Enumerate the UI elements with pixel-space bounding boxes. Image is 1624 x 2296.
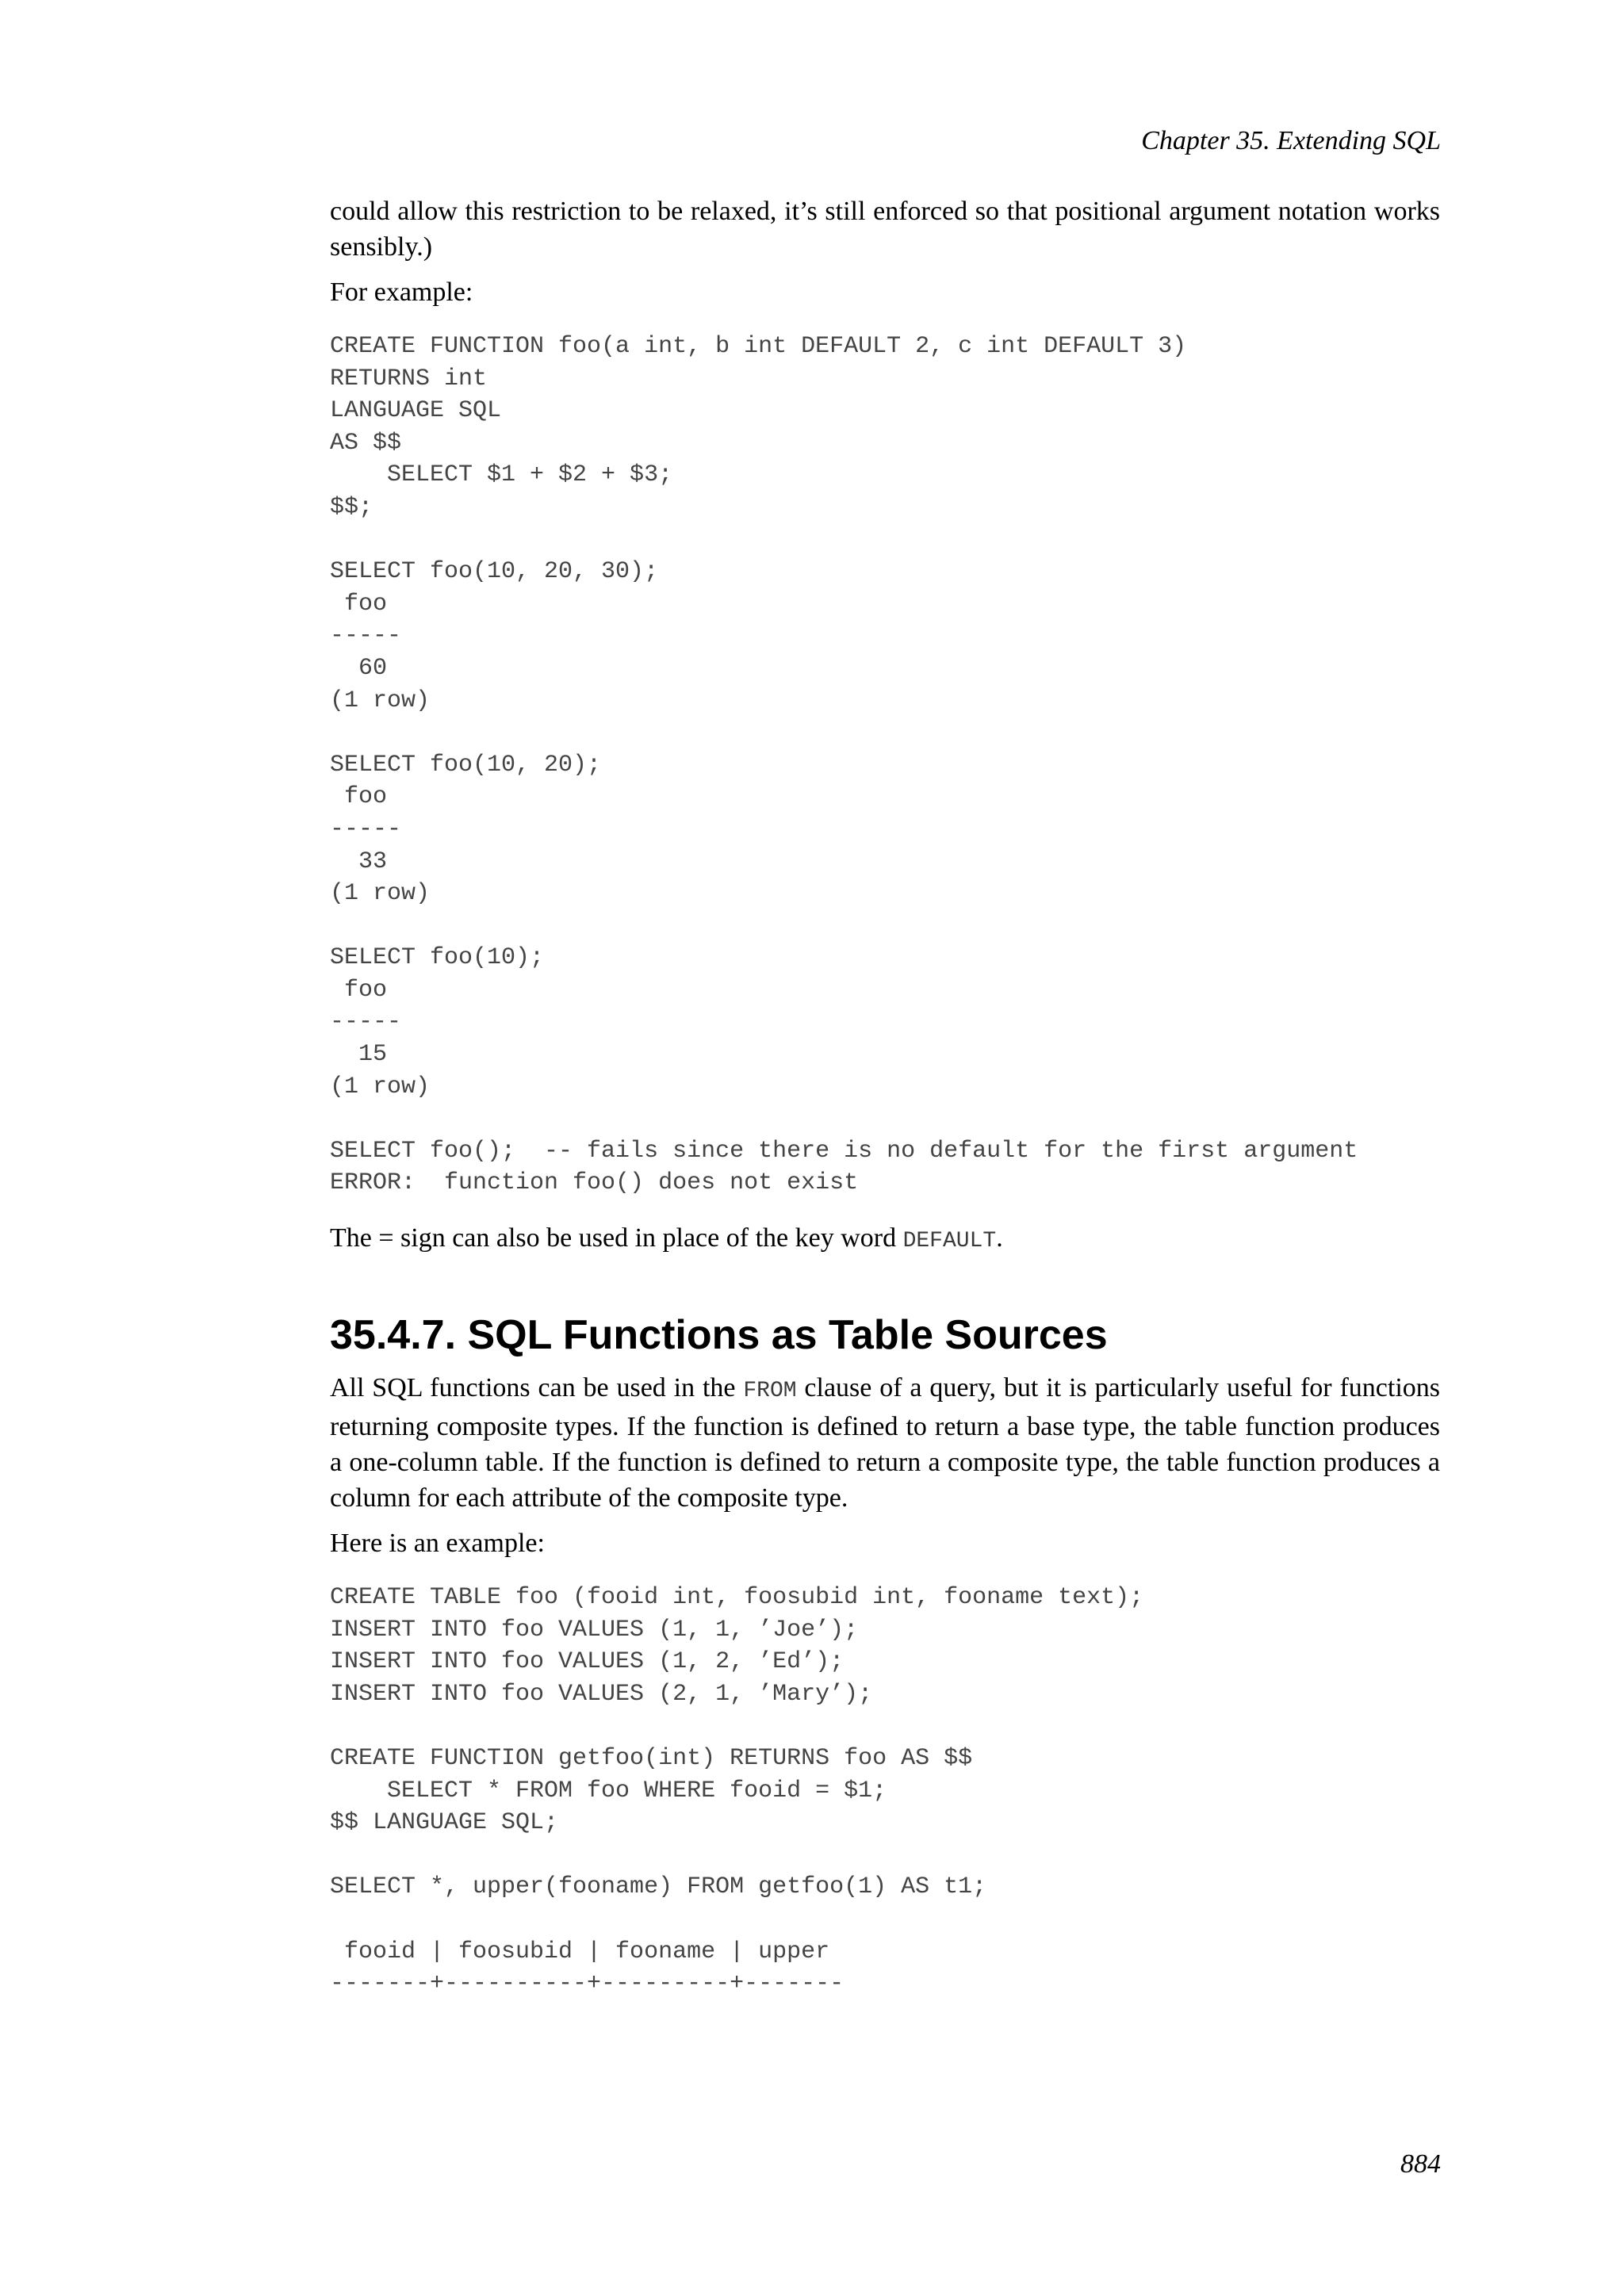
continuation-paragraph: could allow this restriction to be relaxed, it’s still enforced so that positional argument notation works sensibly.) [330,197,1440,262]
example-intro-text: Here is an example: [330,1529,545,1559]
code-line: -------+----------+---------+------- [330,1970,845,1998]
code-line: SELECT foo(); -- fails since there is no default for the first argument [330,1137,1358,1165]
code-block-default-args [330,331,1440,1200]
default-keyword: DEFAULT [902,1229,997,1254]
section-heading: 35.4.7. SQL Functions as Table Sources [330,1312,1108,1359]
code-line: foo [330,590,388,618]
code-line: ----- [330,815,402,843]
from-keyword: FROM [743,1379,797,1404]
code-line: INSERT INTO foo VALUES (1, 1, ’Joe’); [330,1616,859,1644]
equals-sign-note [330,1220,1440,1259]
code-line: 15 [330,1041,388,1069]
code-line: (1 row) [330,687,431,714]
code-line: ERROR: function foo() does not exist [330,1169,859,1197]
code-line: RETURNS int [330,365,488,392]
table-sources-text-rest: clause of a query, but it is particularly useful for functions returning composite types. If the function is defined to return a base type, the table function produces a one-column table. If the function is defined to return a composite type, the table function produces a column for each attribute of the composite type. [330,1373,1441,1513]
example-lead-text: For example: [330,277,473,307]
code-line: CREATE TABLE foo (fooid int, foosubid int, fooname text); [330,1584,1144,1612]
table-sources-text-start: All SQL functions can be used in the [330,1373,744,1403]
code-line: INSERT INTO foo VALUES (2, 1, ’Mary’); [330,1680,873,1708]
table-sources-paragraph [330,1370,1440,1516]
code-line: SELECT * FROM foo WHERE fooid = $1; [330,1777,887,1804]
code-line: ----- [330,1008,402,1036]
code-line: 33 [330,848,388,875]
code-line: INSERT INTO foo VALUES (1, 2, ’Ed’); [330,1648,845,1676]
code-line: (1 row) [330,880,431,908]
code-line: CREATE FUNCTION foo(a int, b int DEFAULT 2, c int DEFAULT 3) [330,333,1187,360]
code-block-table-function [330,1582,1440,2000]
code-line: foo [330,783,388,811]
code-line: SELECT foo(10, 20); [330,751,602,779]
page-body [330,193,1440,2000]
code-line: SELECT foo(10); [330,944,545,972]
equals-note-text: The = sign can also be used in place of the key word [330,1223,903,1253]
code-line: SELECT foo(10, 20, 30); [330,558,659,586]
running-header: Chapter 35. Extending SQL [1141,126,1441,155]
code-line: foo [330,976,388,1004]
code-line: $$; [330,493,373,521]
code-line: SELECT $1 + $2 + $3; [330,461,673,489]
equals-note-end: . [996,1223,1003,1253]
page-number: 884 [1400,2149,1441,2179]
code-line: CREATE FUNCTION getfoo(int) RETURNS foo AS $$ [330,1745,973,1772]
code-line: 60 [330,654,388,682]
code-line: $$ LANGUAGE SQL; [330,1809,559,1837]
code-line: ----- [330,622,402,650]
code-line: LANGUAGE SQL [330,397,502,425]
code-line: fooid | foosubid | fooname | upper [330,1938,830,1965]
code-line: AS $$ [330,429,402,457]
code-line: SELECT *, upper(fooname) FROM getfoo(1) AS t1; [330,1873,987,1901]
code-line: (1 row) [330,1073,431,1100]
